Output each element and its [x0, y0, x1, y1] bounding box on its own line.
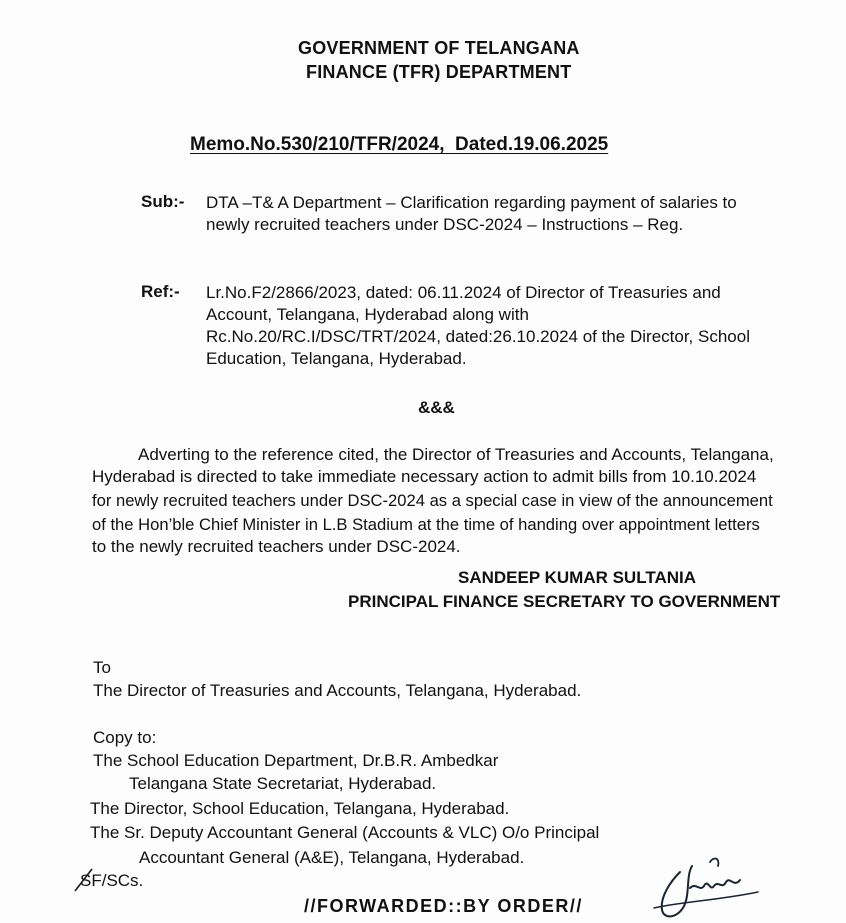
body-line-2: Hyderabad is directed to take immediate necessary action to admit bills from 10.10.2024: [92, 467, 757, 486]
memo-number: Memo.No.530/210/TFR/2024, Dated.19.06.2025: [190, 134, 609, 155]
copy-recipient-1a: The School Education Department, Dr.B.R. Ambedkar: [93, 751, 499, 770]
reference-line-1: Lr.No.F2/2866/2023, dated: 06.11.2024 of Director of Treasuries and: [206, 283, 721, 302]
body-line-3: for newly recruited teachers under DSC-2024 as a special case in view of the announcement: [92, 491, 773, 510]
government-heading: GOVERNMENT OF TELANGANA: [298, 38, 580, 58]
to-addressee: The Director of Treasuries and Accounts, Telangana, Hyderabad.: [93, 681, 582, 700]
body-line-5: to the newly recruited teachers under DSC-2024.: [92, 537, 461, 556]
reference-line-3: Rc.No.20/RC.I/DSC/TRT/2024, dated:26.10.2024 of the Director, School: [206, 327, 750, 346]
copy-recipient-2: The Director, School Education, Telangana, Hyderabad.: [90, 799, 510, 818]
reference-line-2: Account, Telangana, Hyderabad along with: [206, 305, 529, 324]
copy-recipient-1b: Telangana State Secretariat, Hyderabad.: [129, 774, 437, 793]
copy-recipient-3a: The Sr. Deputy Accountant General (Accounts & VLC) O/o Principal: [90, 823, 600, 842]
section-separator: &&&: [418, 398, 455, 417]
body-line-4: of the Hon’ble Chief Minister in L.B Stadium at the time of handing over appointment letters: [92, 515, 760, 534]
sf-scs-note: SF/SCs.: [80, 871, 144, 890]
handwritten-signature-icon: [640, 852, 770, 923]
subject-line-1: DTA –T& A Department – Clarification regarding payment of salaries to: [206, 193, 737, 212]
handwritten-tick-mark: [72, 866, 96, 894]
body-line-1: Adverting to the reference cited, the Director of Treasuries and Accounts, Telangana,: [138, 445, 774, 464]
department-heading: FINANCE (TFR) DEPARTMENT: [306, 62, 572, 82]
signatory-name: SANDEEP KUMAR SULTANIA: [458, 568, 697, 587]
subject-label: Sub:-: [141, 192, 185, 211]
to-label: To: [93, 658, 111, 677]
copy-recipient-3b: Accountant General (A&E), Telangana, Hyderabad.: [139, 848, 525, 867]
reference-line-4: Education, Telangana, Hyderabad.: [206, 349, 467, 368]
subject-line-2: newly recruited teachers under DSC-2024 – Instructions – Reg.: [206, 215, 684, 234]
signatory-designation: PRINCIPAL FINANCE SECRETARY TO GOVERNMENT: [348, 592, 781, 611]
reference-label: Ref:-: [141, 282, 180, 301]
copy-to-label: Copy to:: [93, 728, 157, 747]
forwarded-by-order: //FORWARDED::BY ORDER//: [304, 896, 583, 916]
